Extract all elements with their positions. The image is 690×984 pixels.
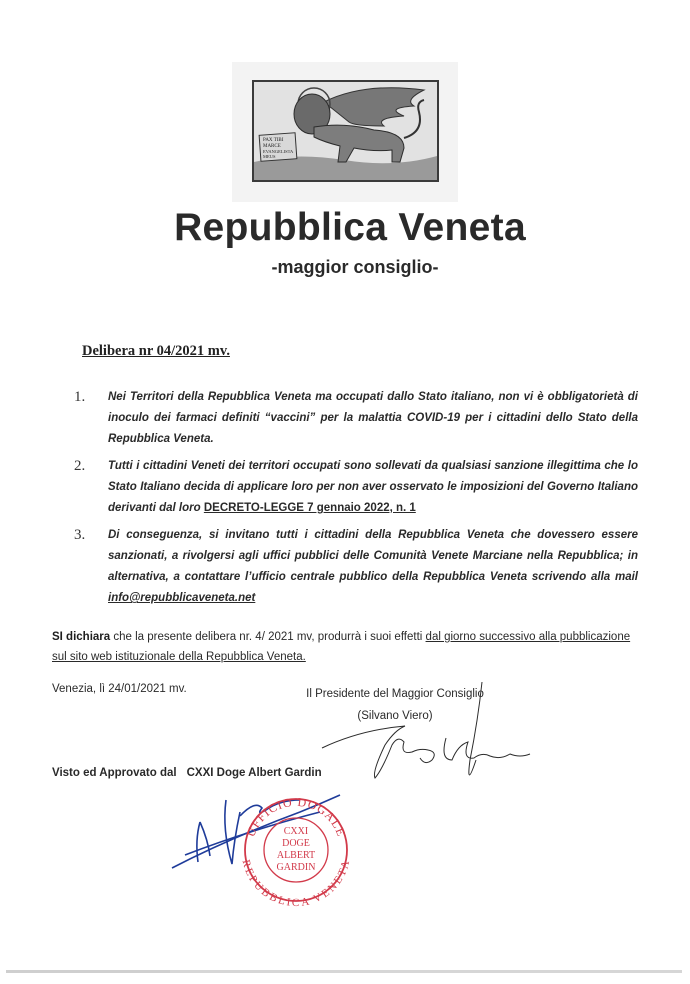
item-number: 1.: [74, 389, 86, 405]
president-name: (Silvano Viero): [357, 710, 433, 722]
stamp-line: ALBERT: [276, 850, 316, 861]
decree-link[interactable]: DECRETO-LEGGE 7 gennaio 2022, n. 1: [203, 502, 416, 514]
item-text-body: Tutti i cittadini Veneti dei territori occupati sono sollevati da qualsiasi sanzione illegittima che lo Stato Italiano decida di applicare loro per non aver osservato le imposizioni del Governo Italiano derivanti dal loro: [108, 460, 638, 514]
stamp-bottom-text: REPUBBLICA VENETA: [239, 858, 353, 910]
president-title: Il Presidente del Maggior Consiglio: [306, 688, 484, 700]
declaration-lead: SI dichiara: [52, 631, 111, 643]
book-text: MEUS: [263, 154, 276, 159]
declaration-underlined: dal giorno successivo alla pubblicazione sul sito web istituzionale della Repubblica Veneta.: [52, 631, 631, 663]
item-number: 2.: [74, 458, 86, 474]
email-link[interactable]: info@repubblicaveneta.net: [108, 592, 256, 604]
scan-edge-line: [170, 970, 682, 973]
stamp-top-text: UFFICIO DOGALE: [243, 794, 349, 839]
item-text-body: Di conseguenza, si invitano tutti i cittadini della Repubblica Veneta che dovessero essere sanzionati, a rivolgersi agli uffici pubblici delle Comunità Venete Marciane nella Repubblica; in alternativa, a contattare l’ufficio centrale pubblico della Repubblica Veneta scrivendo alla mail: [108, 529, 638, 583]
place-date: Venezia, lì 24/01/2021 mv.: [52, 683, 187, 695]
declaration-text: che la presente delibera nr. 4/ 2021 mv, produrrà i suoi effetti: [110, 631, 426, 643]
book-text: MARCE: [263, 144, 281, 149]
item-text: Nei Territori della Repubblica Veneta ma occupati dallo Stato italiano, non vi è obbligatorietà di inoculo dei farmaci definiti “vaccini” per la malattia COVID-19 per i cittadini dello Stato della Repubblica Veneta.: [108, 391, 638, 445]
item-number: 3.: [74, 527, 86, 543]
stamp-line: CXXI: [283, 826, 309, 837]
approval-doge: CXXI Doge Albert Gardin: [186, 767, 322, 779]
stamp-line: DOGE: [282, 838, 310, 849]
book-text: EVANGELISTA: [263, 149, 294, 154]
book-text: PAX TIBI: [263, 138, 284, 143]
president-signature: [322, 682, 530, 778]
page-title: Repubblica Veneta: [174, 206, 526, 249]
official-stamp: [240, 795, 353, 909]
delibera-heading: Delibera nr 04/2021 mv.: [82, 343, 230, 359]
page-subtitle: -maggior consiglio-: [271, 257, 439, 277]
approval-label: Visto ed Approvato dal: [52, 767, 177, 779]
stamp-line: GARDIN: [276, 862, 316, 873]
